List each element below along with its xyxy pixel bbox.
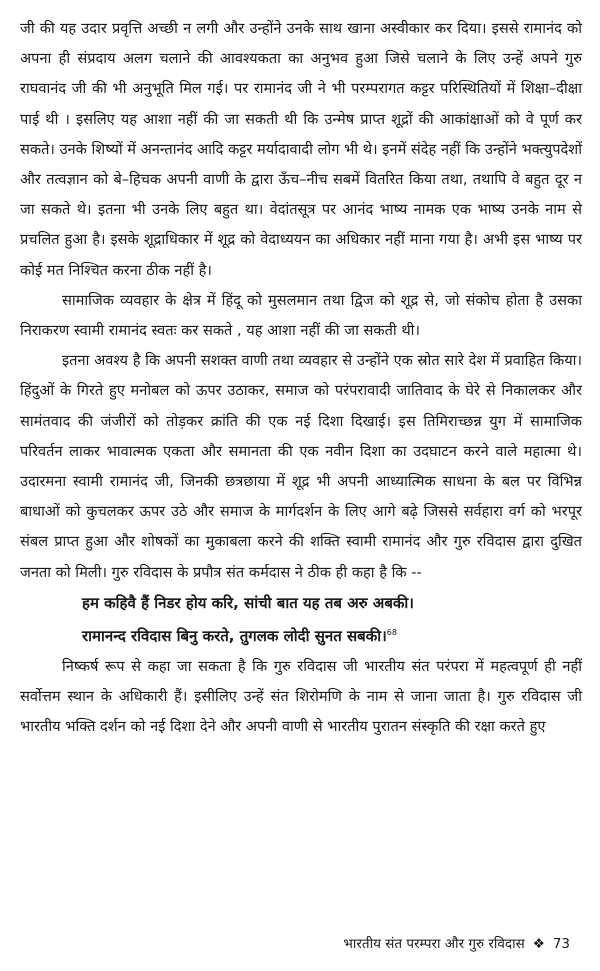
verse-line-1: हम कहिवै हैं निडर होय करि, सांची बात यह तब अरु अबकी। [82, 593, 414, 612]
verse-line-2 [20, 618, 582, 652]
running-title: भारतीय संत परम्परा और गुरु रविदास [343, 936, 525, 952]
page-footer [343, 934, 570, 952]
footnote-marker: 68 [386, 628, 397, 638]
paragraph-conclusion: निष्कर्ष रूप से कहा जा सकता है कि गुरु रविदास जी भारतीय संत परंपरा में महत्वपूर्ण ही नहीं सर्वोत्तम स्थान के अधिकारी हैं। इसीलिए उन्हें संत शिरोमणि के नाम से जाना जाता है। गुरु रविदास जी भारतीय भक्ति दर्शन को नई दिशा देने और अपनी वाणी से भारतीय पुरातन संस्कृति की रक्षा करते हुए [20, 657, 582, 736]
paragraph-2: सामाजिक व्यवहार के क्षेत्र में हिंदू को मुसलमान तथा द्विज को शूद्र से, जो संकोच होता है उसका निराकरण स्वामी रामानंद स्वतः कर सकते , यह आशा नहीं की जा सकती थी। [20, 291, 582, 340]
ornament-icon: ❖ [532, 936, 545, 952]
verse-line-2-text: रामानन्द रविदास बिनु करते, तुगलक लोदी सुनत सबकी। [82, 627, 387, 646]
paragraph-3: इतना अवश्य है कि अपनी सशक्त वाणी तथा व्यवहार से उन्होंने एक स्रोत सारे देश में प्रवाहित किया। हिंदुओं के गिरते हुए मनोबल को ऊपर उठाकर, समाज को परंपरावादी जातिवाद के घेरे से निकालकर और सामंतवाद की जंजीरों को तोड़कर क्रांति की एक नई दिशा दिखाई। इस तिमिराच्छन्न युग में सामाजिक परिवर्तन लाकर भावात्मक एकता और समानता की एक नवीन दिशा का उदघाटन करने वाले महात्मा थे। उदारमना स्वामी रामानंद जी, जिनकी छत्रछाया में शूद्र भी अपनी आध्यात्मिक साधना के बल पर विभिन्न बाधाओं को कुचलकर ऊपर उठे और समाज के मार्गदर्शन के लिए आगे बढ़े जिससे सर्वहारा वर्ग को भरपूर संबल प्राप्त हुआ और शोषकों का मुकाबला करने की शक्ति स्वामी रामानंद और गुरु रविदास द्वारा दुखित जनता को मिली। गुरु रविदास के प्रपौत्र संत कर्मदास ने ठीक ही कहा है कि -- [20, 352, 582, 581]
verse-block [20, 588, 582, 652]
paragraph-1: जी की यह उदार प्रवृत्ति अच्छी न लगी और उन्होंने उनके साथ खाना अस्वीकार कर दिया। इससे रामानंद को अपना ही संप्रदाय अलग चलाने की आवश्यकता का अनुभव हुआ जिसे चलाने के लिए उन्हें अपने गुरु राघवानंद जी की भी अनुभूति मिल गई। पर रामानंद जी ने भी परम्परागत कट्टर परिस्थितियों में शिक्षा–दीक्षा पाई थी । इसलिए यह आशा नहीं की जा सकती थी कि उन्मेष प्राप्त शूद्रों की आकांक्षाओं को वे पूर्ण कर सकते। उनके शिष्यों में अनन्तानंद आदि कट्टर मर्यादावादी लोग भी थे। इनमें संदेह नहीं कि उन्होंने भक्त्युपदेशों और तत्वज्ञान को बे–हिचक अपनी वाणी के द्वारा ऊँच–नीच सबमें वितरित किया तथा, तथापि वे बहुत दूर न जा सकते थे। इतना भी उनके लिए बहुत था। वेदांतसूत्र पर आनंद भाष्य नामक एक भाष्य उनके नाम से प्रचलित हुआ है। इसके शूद्राधिकार में शूद्र को वेदाध्ययन का अधिकार नहीं माना गया है। अभी इस भाष्य पर कोई मत निश्चित करना ठीक नहीं है। [20, 20, 582, 279]
page-number: 73 [552, 936, 570, 952]
